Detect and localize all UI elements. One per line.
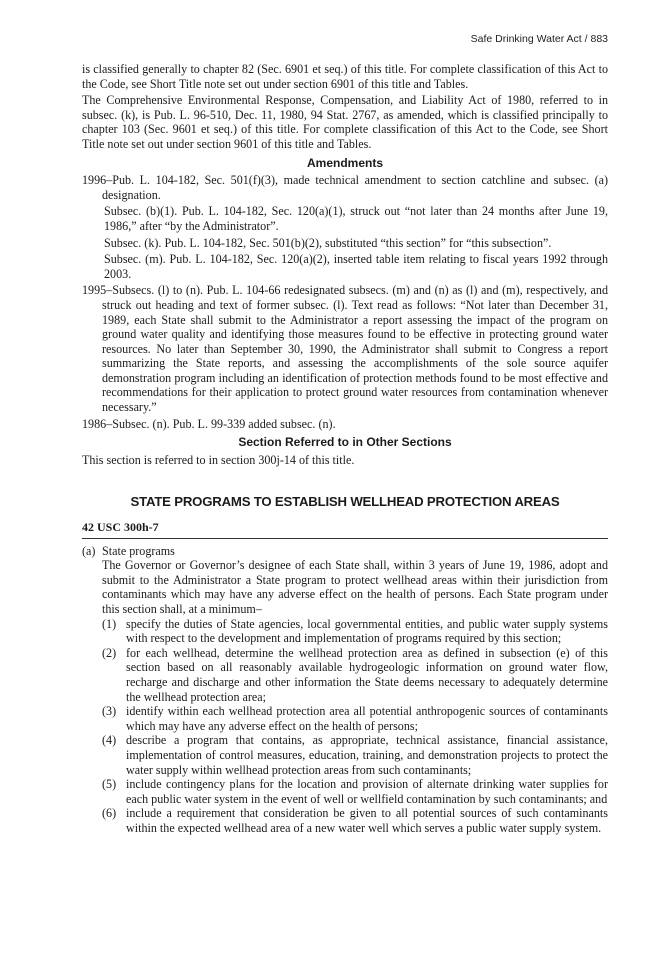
list-item — [82, 777, 608, 806]
amendment-1986: 1986–Subsec. (n). Pub. L. 99-339 added subsec. (n). — [82, 416, 336, 431]
list-item-number: (2) — [102, 645, 117, 660]
intro-paragraph: is classified generally to chapter 82 (Sec. 6901 et seq.) of this title. For complete classification of this Act to the Code, see Short Title note set out under section 6901 of this title and Tables. — [82, 62, 608, 91]
subsection-a-mark: (a) — [82, 543, 96, 558]
list-item-text: for each wellhead, determine the wellhead protection area as defined in subsection (e) of this section based on all reasonably available hydrogeologic information on ground water flow, recharge and discharge and other information the State deems necessary to adequately determine the wellhead protection area; — [126, 645, 608, 704]
list-item — [82, 733, 608, 777]
section-title: STATE PROGRAMS TO ESTABLISH WELLHEAD PROTECTION AREAS — [130, 494, 560, 510]
subsection-a-body: The Governor or Governor’s designee of each State shall, within 3 years of June 19, 1986, adopt and submit to the Administrator a State program to protect wellhead areas within their jurisdiction from contaminants which may have any adverse effect on the health of persons. Each State program under this section shall, at a minimum– — [102, 558, 608, 616]
list-item — [82, 646, 608, 704]
amendment-1996-sub: Subsec. (k). Pub. L. 104-182, Sec. 501(b)(2), substituted “this section” for “this subsection”. — [104, 235, 552, 250]
subsection-a-title: State programs — [102, 543, 175, 558]
list-item-text: specify the duties of State agencies, local governmental entities, and public water supply systems with respect to the development and implementation of programs required by this section; — [126, 616, 608, 646]
amendment-1996-sub: Subsec. (m). Pub. L. 104-182, Sec. 120(a)(2), inserted table item relating to fiscal years 1992 through 2003. — [104, 252, 608, 281]
list-item — [82, 704, 608, 733]
list-item-number: (6) — [102, 806, 117, 821]
running-head: Safe Drinking Water Act / 883 — [470, 33, 608, 45]
usc-citation: 42 USC 300h-7 — [82, 520, 608, 539]
list-item-text: identify within each wellhead protection area all potential anthropogenic sources of contaminants which may have any adverse effect on the health of persons; — [126, 704, 608, 733]
referred-text: This section is referred to in section 300j-14 of this title. — [82, 452, 355, 467]
intro-paragraph: The Comprehensive Environmental Response, Compensation, and Liability Act of 1980, referred to in subsec. (k), is Pub. L. 96-510, Dec. 11, 1980, 94 Stat. 2767, as amended, which is classified principally to chapter 103 (Sec. 9601 et seq.) of this title. For complete classification of this Act to the Code, see Short Title note set out under section 9601 of this title and Tables. — [82, 93, 608, 151]
list-item-number: (3) — [102, 704, 117, 719]
amendments-heading: Amendments — [306, 155, 383, 170]
list-item-number: (1) — [102, 616, 117, 631]
amendment-1996: 1996–Pub. L. 104-182, Sec. 501(f)(3), made technical amendment to section catchline and subsec. (a) designation. — [82, 173, 608, 202]
amendment-1995: 1995–Subsecs. (l) to (n). Pub. L. 104-66 redesignated subsecs. (m) and (n) as (l) and (m), respectively, and struck out heading and text of former subsec. (l). Text read as follows: “Not later than December 31, 1989, each State shall submit to the Administrator a report assessing the impact of the program on ground water quality and identifying those measures found to be effective in protecting ground water resources. No later than September 30, 1990, the Administrator shall submit to Congress a report summarizing the State reports, and assessing the accomplishments of the sole source aquifer demonstration program including an identification of protection methods found to be most effective and recommendations for their application to protect ground water resources from contamination whenever necessary.” — [82, 283, 608, 415]
subsection-a-heading — [82, 544, 608, 559]
list-item-text: include contingency plans for the location and provision of alternate drinking water supplies for each public water system in the event of well or wellfield contamination by such contaminants; and — [126, 777, 608, 806]
list-item — [82, 617, 608, 646]
list-item-number: (4) — [102, 733, 117, 748]
list-item-text: include a requirement that consideration be given to all potential sources of such contaminants within the expected wellhead area of a new water well which serves a public water supply system. — [126, 806, 608, 835]
list-item — [82, 806, 608, 835]
amendment-1996-sub: Subsec. (b)(1). Pub. L. 104-182, Sec. 120(a)(1), struck out “not later than 24 months after June 19, 1986,” after “by the Administrator”. — [104, 204, 608, 233]
page-content — [82, 62, 608, 836]
referred-heading: Section Referred to in Other Sections — [238, 435, 452, 450]
list-item-number: (5) — [102, 777, 117, 792]
list-item-text: describe a program that contains, as appropriate, technical assistance, financial assistance, implementation of control measures, education, training, and demonstration projects to protect the water supply within wellhead protection areas from such contaminants; — [126, 733, 608, 777]
